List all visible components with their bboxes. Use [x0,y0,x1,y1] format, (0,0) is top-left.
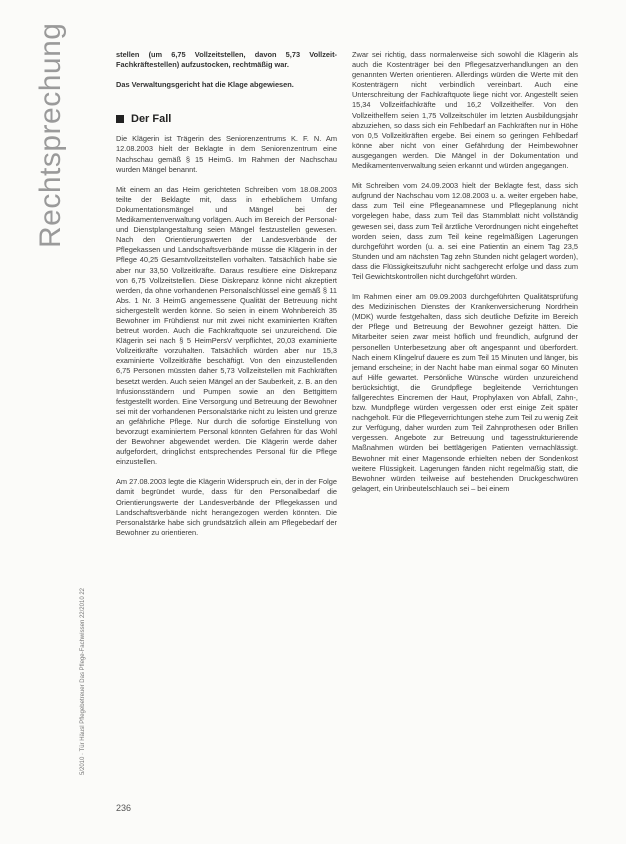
body-paragraph: Mit einem an das Heim gerichteten Schreiben vom 18.08.2003 teilte der Beklagte mit, dass in erheblichem Umfang Dokumentationsmängel und Mängel bei der Medikamentenverwaltung vorlägen. Auch im Bereich der Personal- und Dienstplangestaltung seien Mängel festzustellen gewesen. Nach den Orientierungswerten der Landesverbände der Pflegekassen und Landschaftsverbände müsse die Klägerin in der Pflege 40,25 Gesamtvollzeitstellen vorhalten. Tatsächlich habe sie aber nur 33,50 Vollzeitkräfte. Daraus resultiere eine Diskrepanz von 6,75 Vollzeitstellen. Diese Diskrepanz könne nicht akzeptiert werden, da ohne vorhandenen Personalschlüssel eine gemäß § 11 Abs. 1 Nr. 3 HeimG angemessene Qualität der Betreuung nicht sichergestellt werden könne. So seien in einem Wohnbereich 35 Bewohner im Frühdienst nur mit zwei nicht examinierten Kräften betreut worden. Auch die Fachkraftquote sei unzureichend. Die Klägerin sei nach § 5 HeimPersV verpflichtet, 20,03 examinierte Vollzeitkräfte vorzuhalten. Tatsächlich würden aber nur 15,3 examinierte Vollzeitkräfte beschäftigt. Von den einzustellenden 6,75 Personen müssten daher 5,73 Vollzeitstellen mit Fachkräften besetzt werden. Auch seien Mängel an der Sauberkeit, z. B. an den Infusionsständern und Pumpen sowie an den Bettgittern festgestellt worden. Eine Versorgung und Betreuung der Bewohner sei mit der vorhandenen Personalstärke nicht zu leisten und grenze an gefährliche Pflege. Nur durch die sofortige Einstellung von bevorzugt examiniertem Personal könnten Gefahren für das Wohl der Bewohner abgewendet werden. Die Klägerin werde daher aufgefordert, dringlichst entsprechendes Personal für die Pflege einzustellen. [116,184,337,467]
lead-paragraph: stellen (um 6,75 Vollzeitstellen, davon 5,73 Vollzeit-Fachkräftestellen) aufzustocken, rechtmäßig war. [116,50,337,70]
lead-paragraph-verdict: Das Verwaltungsgericht hat die Klage abgewiesen. [116,80,294,90]
section-heading-text: Der Fall [131,113,172,126]
page-number: 236 [116,803,132,813]
body-paragraph: Am 27.08.2003 legte die Klägerin Widerspruch ein, der in der Folge damit begründet wurde, dass für den Personalbedarf die Orientierungswerte der Landesverbände der Pflegekassen und Landschaftsverbände nicht herangezogen werden könnten. Die Personalstärke habe sich grundsätzlich allein am Pflegebedarf der Bewohner zu orientieren. [116,477,337,537]
section-vertical-title: Rechtsprechung [34,22,67,248]
body-paragraph: Zwar sei richtig, dass normalerweise sich sowohl die Klägerin als auch die Kostenträger bei den Pflegesatzverhandlungen an den genannten Werten orientieren. Allerdings würden die Werte mit den Kostenträgern nicht verbindlich vereinbart. Auch eine Unterschreitung der Fachkraftquote liege nicht vor. Angestellt seien 15,34 Vollzeitfachkräfte und 16,2 Vollzeithelfer. Von den Vollzeithelfern seien 1,75 Vollzeitschüler im letzten Ausbildungsjahr abzuziehen, so dass sich ein Fehlbedarf an Fachkräften nur in Höhe von 0,5 Vollzeitkräften ergebe. Bei einem so geringen Fehlbedarf könne aber nicht von einer Gefährdung der Heimbewohner ausgegangen werden. Die Mängel in der Dokumentation und Medikamentenverwaltung seien erkannt und würden angegangen. [352,50,578,171]
section-heading [116,114,337,124]
body-paragraph: Im Rahmen einer am 09.09.2003 durchgeführten Qualitätsprüfung des Medizinischen Dienstes der Krankenversicherung Nordrhein (MDK) wurde festgehalten, dass sich deutliche Defizite im Bereich der Pflege und Betreuung der Bewohner gezeigt hätten. Die Mitarbeiter seien zwar meist höflich und freundlich, aufgrund der personellen Unterbesetzung aber oft angespannt und überfordert. Nach einem Klingelruf dauere es zum Teil 15 Minuten und länger, bis jemand erscheine; in der Nacht habe man einmal sogar 60 Minuten auf Hilfe gewartet. Persönliche Wünsche würden unzureichend berücksichtigt, die Grundpflege begleitende Verrichtungen fallgerechtes Eincremen der Haut, Prophylaxen von Abfall, Zahn-, bzw. Mundpflege würden vergessen oder erst einige Zeit später nachgeholt. Für die Pflegeverrichtungen stehe zum Teil zu wenig Zeit zur Verfügung, daher wurden zum Teil Zahnprothesen oder Brillen vergessen. Angebote zur Betreuung und tagesstrukturierende Maßnahmen würden bei bettlägerigen Patienten vernachlässigt. Bewohner mit einer Magensonde erhielten neben der Sondenkost weitere Flüssigkeit. Lagerungen fänden nicht regelmäßig statt, die Bewohner würden teilweise auf bestehenden Druckgeschwüren gelagert, ein Urinbeutelschlauch sei – bei einem [352,292,578,493]
left-column [116,50,337,548]
right-column [352,50,578,504]
body-paragraph: Die Klägerin ist Trägerin des Seniorenzentrums K. F. N. Am 12.08.2003 hielt der Beklagte in dem Seniorenzentrum eine Nachschau gemäß § 15 HeimG. Im Rahmen der Nachschau wurden Mängel benannt. [116,134,337,174]
square-bullet-icon [116,115,124,123]
body-paragraph: Mit Schreiben vom 24.09.2003 hielt der Beklagte fest, dass sich aufgrund der Nachschau vom 12.08.2003 u. a. weiter ergeben habe, dass zum Teil eine Pflegeanamnese und Pflegeplanung nicht vorgelegen habe, dass zum Teil das Stammblatt nicht vollständig gewesen sei, dass zum Teil ärztliche Verordnungen nicht eingeheftet worden seien, dass zum Teil keine regelmäßigen Lagerungen durchgeführt worden (u. a. sei eine Patientin an einem Tag 23,5 Stunden und am nächsten Tag zehn Stunden nicht gelagert worden), dass die Flüssigkeitszufuhr nicht sachgerecht erfolge und dass zum Teil Gewichtskontrollen nicht durchgeführt würden. [352,181,578,281]
margin-footer-citation: 5/2010 · Tür Häusl Pflegebetreuer Das Pflege-Fachwissen 22/2010 22 [80,588,86,775]
